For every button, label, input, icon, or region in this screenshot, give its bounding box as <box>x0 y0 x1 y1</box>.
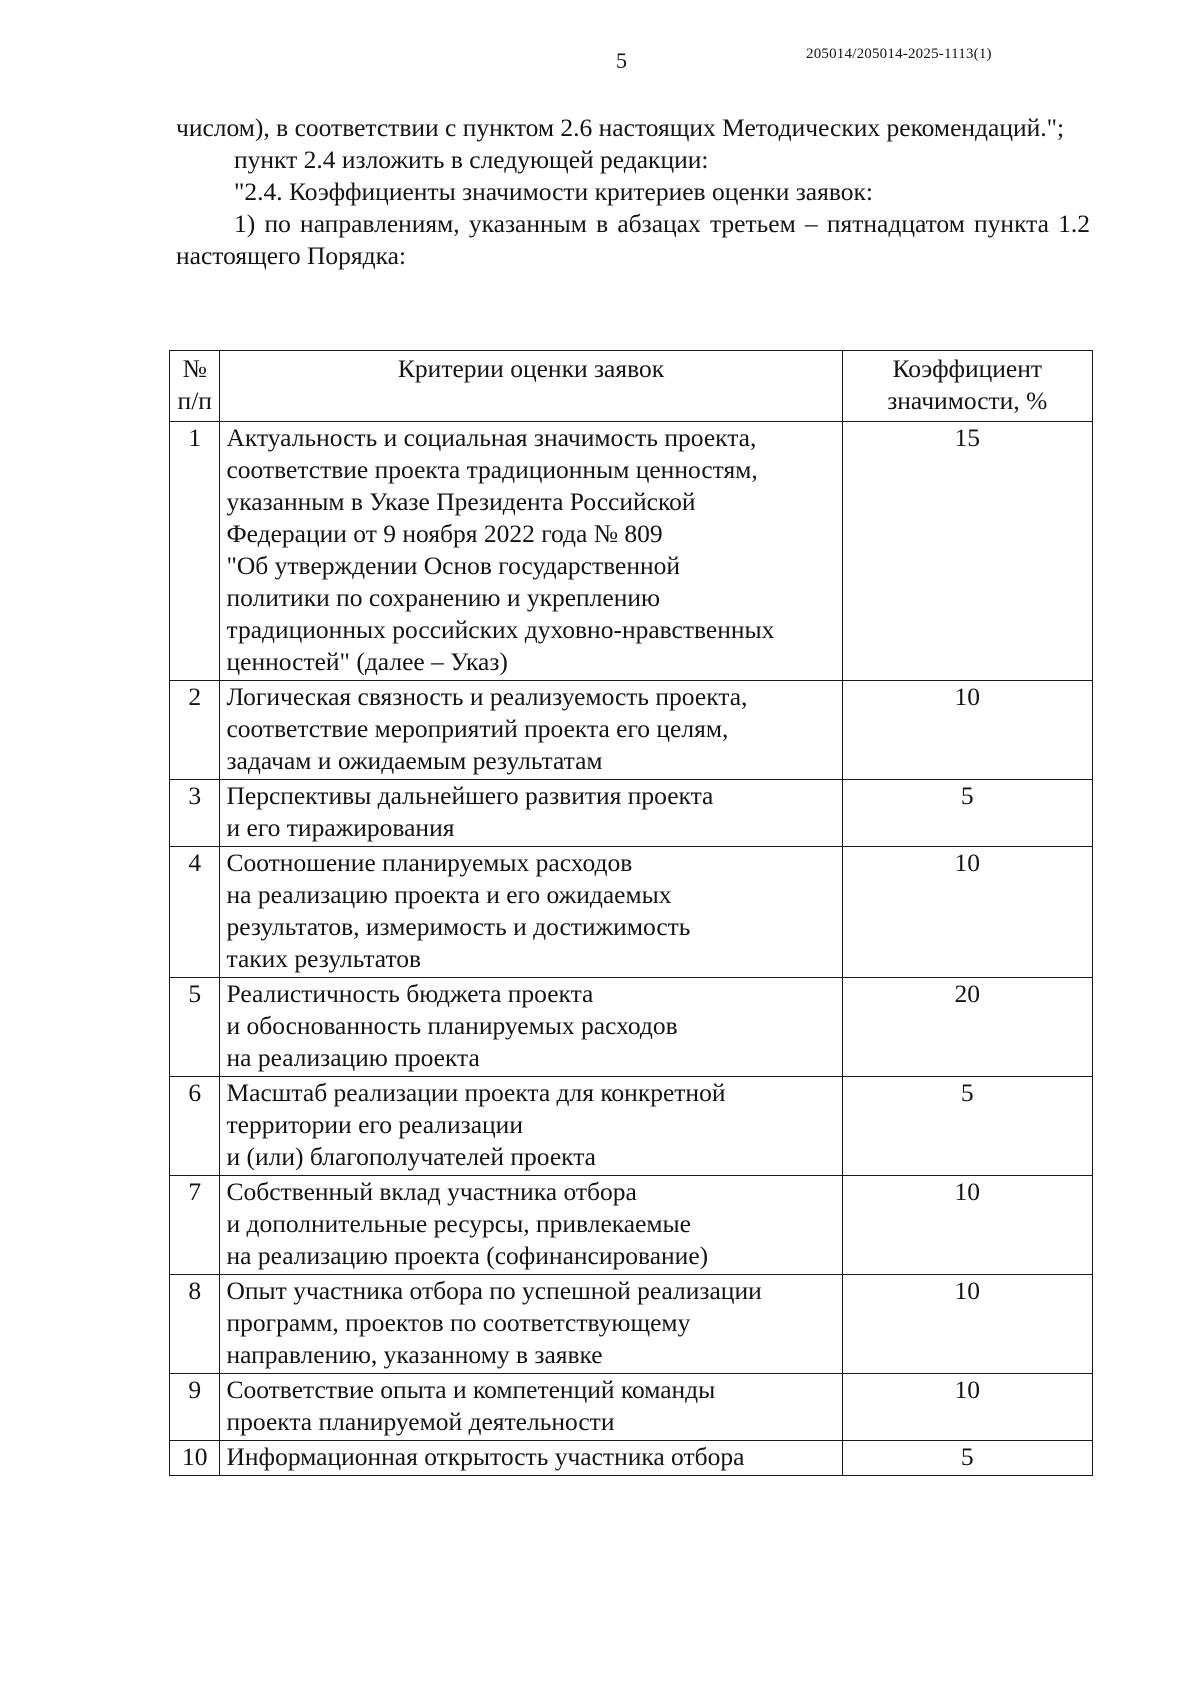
table-header-row <box>170 351 1093 422</box>
row-number: 8 <box>170 1275 220 1374</box>
row-number: 1 <box>170 422 220 681</box>
row-coefficient: 10 <box>842 1275 1092 1374</box>
row-coefficient: 10 <box>842 681 1092 780</box>
table-row <box>170 681 1093 780</box>
header-number-line2: п/п <box>177 386 212 415</box>
criteria-table <box>169 350 1093 1476</box>
table-row <box>170 780 1093 847</box>
body-text <box>176 112 1090 272</box>
row-coefficient: 20 <box>842 978 1092 1077</box>
row-number: 5 <box>170 978 220 1077</box>
page-number: 5 <box>616 48 627 73</box>
paragraph-continuation: числом), в соответствии с пунктом 2.6 настоящих Методических рекомендаций."; <box>176 113 1065 142</box>
row-number: 6 <box>170 1077 220 1176</box>
header-coefficient-line1: Коэффициент <box>892 354 1043 383</box>
row-criteria: Собственный вклад участника отбора и дополнительные ресурсы, привлекаемые на реализацию проекта (софинансирование) <box>220 1176 842 1275</box>
row-number: 10 <box>170 1441 220 1476</box>
document-id: 205014/205014-2025-1113(1) <box>806 46 992 62</box>
row-number: 3 <box>170 780 220 847</box>
row-coefficient: 5 <box>842 1077 1092 1176</box>
row-criteria: Логическая связность и реализуемость проекта, соответствие мероприятий проекта его целям, задачам и ожидаемым результатам <box>220 681 842 780</box>
paragraph-directions: 1) по направлениям, указанным в абзацах третьем – пятнадцатом пункта 1.2 настоящего Порядка: <box>176 209 1090 270</box>
header-number-line1: № <box>182 354 207 383</box>
row-criteria: Соответствие опыта и компетенций команды проекта планируемой деятельности <box>220 1374 842 1441</box>
header-criteria: Критерии оценки заявок <box>220 351 842 422</box>
row-coefficient: 10 <box>842 1374 1092 1441</box>
row-coefficient: 5 <box>842 1441 1092 1476</box>
paragraph-amendment: пункт 2.4 изложить в следующей редакции: <box>234 145 709 174</box>
row-criteria: Перспективы дальнейшего развития проекта и его тиражирования <box>220 780 842 847</box>
row-number: 4 <box>170 847 220 978</box>
table-row <box>170 1077 1093 1176</box>
row-number: 2 <box>170 681 220 780</box>
row-criteria: Информационная открытость участника отбора <box>220 1441 842 1476</box>
row-criteria: Соотношение планируемых расходов на реализацию проекта и его ожидаемых результатов, измеримость и достижимость таких результатов <box>220 847 842 978</box>
row-criteria: Масштаб реализации проекта для конкретной территории его реализации и (или) благополучателей проекта <box>220 1077 842 1176</box>
row-coefficient: 10 <box>842 1176 1092 1275</box>
row-coefficient: 5 <box>842 780 1092 847</box>
table-row <box>170 978 1093 1077</box>
row-criteria: Опыт участника отбора по успешной реализации программ, проектов по соответствующему направлению, указанному в заявке <box>220 1275 842 1374</box>
table-row <box>170 1275 1093 1374</box>
row-criteria: Актуальность и социальная значимость проекта, соответствие проекта традиционным ценностям, указанным в Указе Президента Российской Федерации от 9 ноября 2022 года № 809 "Об утверждении Основ государственной политики по сохранению и укреплению традиционных российских духовно-нравственных ценностей" (далее – Указ) <box>220 422 842 681</box>
table-row <box>170 422 1093 681</box>
table-row <box>170 847 1093 978</box>
header-coefficient-line2: значимости, % <box>887 386 1048 415</box>
row-coefficient: 10 <box>842 847 1092 978</box>
row-criteria: Реалистичность бюджета проекта и обоснованность планируемых расходов на реализацию проекта <box>220 978 842 1077</box>
header-number <box>170 351 220 422</box>
table-row <box>170 1441 1093 1476</box>
table-row <box>170 1374 1093 1441</box>
row-number: 9 <box>170 1374 220 1441</box>
header-coefficient <box>842 351 1092 422</box>
table-row <box>170 1176 1093 1275</box>
row-coefficient: 15 <box>842 422 1092 681</box>
row-number: 7 <box>170 1176 220 1275</box>
paragraph-coefficients-title: "2.4. Коэффициенты значимости критериев оценки заявок: <box>234 177 873 206</box>
